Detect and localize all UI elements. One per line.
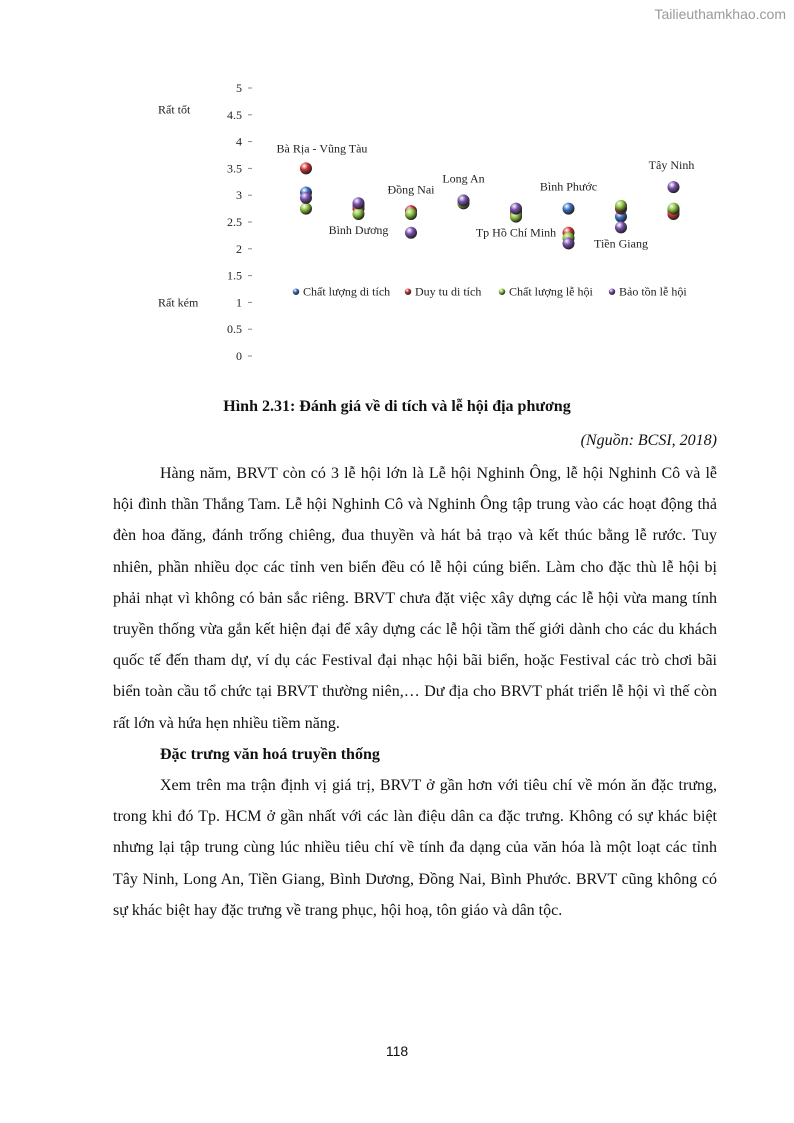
data-point xyxy=(300,203,312,215)
data-point xyxy=(300,162,312,174)
data-point xyxy=(615,200,627,212)
data-point xyxy=(405,227,417,239)
y-tick-label: 1.5 xyxy=(227,268,242,283)
y-tick-label: 3 xyxy=(236,188,242,203)
category-label: Bà Rịa - Vũng Tàu xyxy=(276,141,368,156)
legend-label: Chất lượng lễ hội xyxy=(509,284,593,299)
section-heading: Đặc trưng văn hoá truyền thống xyxy=(160,745,380,763)
legend-label: Duy tu di tích xyxy=(415,284,482,299)
legend-label: Chất lượng di tích xyxy=(303,284,391,299)
category-label: Tiền Giang xyxy=(594,236,648,251)
legend-marker xyxy=(405,288,411,294)
legend-label: Bảo tồn lễ hội xyxy=(619,284,687,299)
paragraph: Hàng năm, BRVT còn có 3 lễ hội lớn là Lễ hội Nghinh Ông, lễ hội Nghinh Cô và lễ hội đình thần Thắng Tam. Lễ hội Nghinh Cô và Nghinh Ông tập trung vào các hoạt động thả đèn hoa đăng, đánh trống chiêng, đua thuyền và hát bả trạo và kết thúc bằng lễ rước. Tuy nhiên, phần nhiều dọc các tỉnh ven biển đều có lễ hội cúng biển. Làm cho đặc thù lễ hội bị phải nhạt vì không có bản sắc riêng. BRVT chưa đặt việc xây dựng các lễ hội vừa mang tính truyền thống vừa gắn kết hiện đại để xây dựng các lễ hội tầm thế giới dành cho các du khách quốc tế đến tham dự, ví dụ các Festival đại nhạc hội bãi biển, hoặc Festival các trò chơi bãi biển toàn cầu tổ chức tại BRVT thường niên,… Dư địa cho BRVT phát triển lễ hội vì thế còn rất lớn và hứa hẹn nhiều tiềm năng. xyxy=(113,465,717,732)
y-tick-label: 2 xyxy=(236,241,242,256)
data-point xyxy=(300,192,312,204)
category-label: Long An xyxy=(442,171,485,186)
paragraph: Xem trên ma trận định vị giá trị, BRVT ở gần hơn với tiêu chí về món ăn đặc trưng, trong khi đó Tp. HCM ở gần nhất với các làn điệu dân ca đặc trưng. Không có sự khác biệt nhưng lại tập trung cùng lúc nhiều tiêu chí về tính đa dạng của văn hóa là một loạt các tỉnh Tây Ninh, Long An, Tiền Giang, Bình Dương, Đồng Nai, Bình Phước. BRVT cũng không có sự khác biệt hay đặc trưng về trang phục, hội hoạ, tôn giáo và dân tộc. xyxy=(113,777,717,919)
y-tick-label: 4 xyxy=(236,134,242,149)
watermark: Tailieuthamkhao.com xyxy=(654,6,786,22)
legend-marker xyxy=(609,288,615,294)
category-label: Đồng Nai xyxy=(387,182,435,197)
data-point xyxy=(563,237,575,249)
category-label: Bình Dương xyxy=(328,222,389,237)
data-point xyxy=(668,181,680,193)
data-point xyxy=(353,197,365,209)
category-label: Tây Ninh xyxy=(648,158,695,173)
y-tick-label: 2.5 xyxy=(227,215,242,229)
y-tick-label: 3.5 xyxy=(227,161,242,176)
data-point xyxy=(563,203,575,215)
category-label: Tp Hồ Chí Minh xyxy=(475,225,557,240)
figure-caption: Hình 2.31: Đánh giá về di tích và lễ hội địa phương xyxy=(223,398,571,415)
y-tick-label: 1 xyxy=(236,295,242,310)
figure-source: (Nguồn: BCSI, 2018) xyxy=(580,432,717,449)
y-tick-label: 0 xyxy=(236,349,242,363)
legend-marker xyxy=(293,288,299,294)
legend-marker xyxy=(499,288,505,294)
data-point xyxy=(353,208,365,220)
data-point xyxy=(615,221,627,233)
data-point xyxy=(405,208,417,220)
body-text xyxy=(113,458,717,926)
y-annotation: Rất tốt xyxy=(158,102,191,117)
y-tick-label: 0.5 xyxy=(227,322,242,337)
y-annotation: Rất kém xyxy=(158,295,199,310)
y-tick-label: 4.5 xyxy=(227,107,242,122)
category-label: Bình Phước xyxy=(539,179,598,194)
page-number: 118 xyxy=(385,1043,409,1059)
y-tick-label: 5 xyxy=(236,81,242,95)
scatter-chart xyxy=(140,74,730,374)
data-point xyxy=(458,195,470,207)
data-point xyxy=(510,203,522,215)
data-point xyxy=(668,203,680,215)
